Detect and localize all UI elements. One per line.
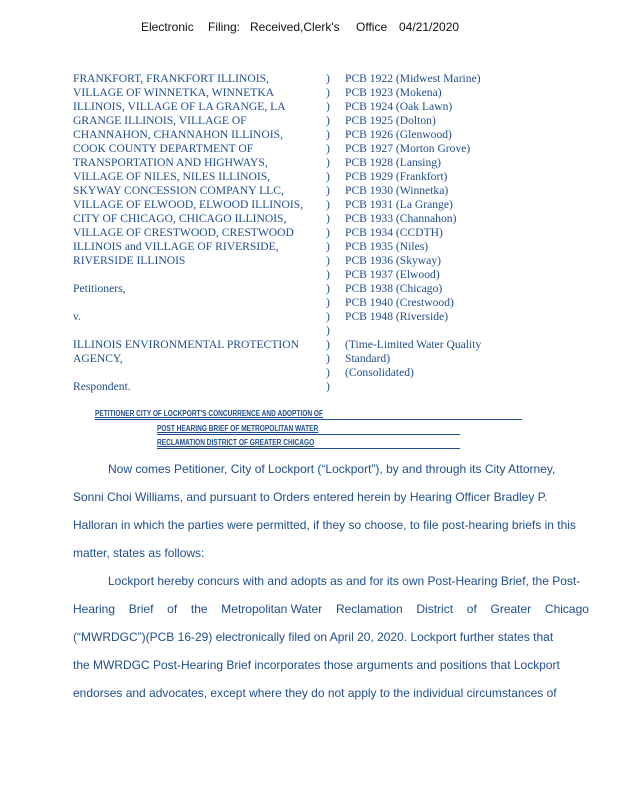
caption-paren: ): [326, 170, 330, 183]
caption-paren: ): [326, 268, 330, 281]
header-date: 04/21/2020: [399, 20, 460, 34]
caption-party-text: VILLAGE OF NILES, NILES ILLINOIS,: [73, 170, 271, 183]
caption-paren: ): [326, 282, 330, 295]
caption-case-number: PCB 1938 (Chicago): [345, 282, 443, 295]
caption-case-number: PCB 1923 (Mokena): [345, 86, 442, 99]
caption-paren: ): [326, 324, 330, 337]
caption-paren: ): [326, 114, 330, 127]
caption-party-text: CITY OF CHICAGO, CHICAGO ILLINOIS,: [73, 212, 287, 225]
caption-paren: ): [326, 296, 330, 309]
caption-case-number: PCB 1929 (Frankfort): [345, 170, 448, 183]
title-line-3: RECLAMATION DISTRICT OF GREATER CHICAGO: [157, 438, 315, 447]
word: of: [466, 602, 477, 616]
caption-paren: ): [326, 184, 330, 197]
word: Brief: [128, 602, 154, 616]
caption-party-text: VILLAGE OF WINNETKA, WINNETKA: [73, 86, 275, 99]
word: the: [190, 602, 208, 616]
word: Greater: [490, 602, 532, 616]
header-electronic: Electronic: [141, 20, 194, 34]
header-filing: Filing:: [208, 20, 241, 34]
title-line-1: PETITIONER CITY OF LOCKPORT'S CONCURRENCE AND ADOPTION OF: [95, 409, 324, 418]
caption-case-number: PCB 1930 (Winnetka): [345, 184, 449, 197]
caption-case-number: PCB 1925 (Dolton): [345, 114, 436, 127]
caption-party-text: Respondent.: [73, 380, 131, 393]
paragraph-1-line: Halloran in which the parties were permitted, if they so choose, to file post-hearing briefs in this: [73, 518, 576, 532]
caption-case-number: (Consolidated): [345, 366, 414, 379]
caption-case-number: PCB 1936 (Skyway): [345, 254, 441, 267]
caption-party-text: ILLINOIS, VILLAGE OF LA GRANGE, LA: [73, 100, 286, 113]
caption-case-number: PCB 1937 (Elwood): [345, 268, 440, 281]
caption-case-number: PCB 1924 (Oak Lawn): [345, 100, 453, 113]
caption-case-number: PCB 1948 (Riverside): [345, 310, 449, 323]
paragraph-2-line: Lockport hereby concurs with and adopts as and for its own Post-Hearing Brief, the Post-: [108, 574, 581, 588]
caption-case-number: (Time-Limited Water Quality: [345, 338, 482, 351]
caption-paren: ): [326, 212, 330, 225]
caption-party-text: VILLAGE OF CRESTWOOD, CRESTWOOD: [73, 226, 294, 239]
caption-paren: ): [326, 198, 330, 211]
caption-party-text: ILLINOIS ENVIRONMENTAL PROTECTION: [73, 338, 299, 351]
word: Metropolitan Water: [221, 602, 323, 616]
paragraph-2-line: endorses and advocates, except where they do not apply to the individual circumstances of: [73, 686, 557, 700]
caption-case-number: PCB 1933 (Channahon): [345, 212, 457, 225]
caption-case-number: PCB 1922 (Midwest Marine): [345, 72, 481, 85]
caption-case-number: Standard): [345, 352, 391, 365]
caption-case-number: PCB 1931 (La Grange): [345, 198, 453, 211]
header-received: Received,Clerk's: [250, 20, 340, 34]
caption-party-text: RIVERSIDE ILLINOIS: [73, 254, 186, 267]
paragraph-2-line: (“MWRDGC”)(PCB 16-29) electronically filed on April 20, 2020. Lockport further states that: [73, 630, 554, 644]
paragraph-2-line: the MWRDGC Post-Hearing Brief incorporates those arguments and positions that Lockport: [73, 658, 560, 672]
caption-paren: ): [326, 366, 330, 379]
title-underline-1: [95, 419, 522, 420]
caption-paren: ): [326, 72, 330, 85]
word: Chicago: [544, 602, 589, 616]
caption-case-number: PCB 1934 (CCDTH): [345, 226, 443, 239]
title-underline-3: [157, 448, 460, 449]
caption-paren: ): [326, 380, 330, 393]
word: Reclamation: [335, 602, 403, 616]
word: Hearing: [73, 602, 116, 616]
caption-party-text: AGENCY,: [73, 352, 123, 365]
caption-party-text: VILLAGE OF ELWOOD, ELWOOD ILLINOIS,: [73, 198, 304, 211]
caption-party-text: SKYWAY CONCESSION COMPANY LLC,: [73, 184, 284, 197]
caption-paren: ): [326, 226, 330, 239]
caption-paren: ): [326, 338, 330, 351]
caption-case-number: PCB 1928 (Lansing): [345, 156, 441, 169]
caption-case-number: PCB 1926 (Glenwood): [345, 128, 452, 141]
caption-party-text: TRANSPORTATION AND HIGHWAYS,: [73, 156, 268, 169]
caption-party-text: ILLINOIS and VILLAGE OF RIVERSIDE,: [73, 240, 279, 253]
caption-paren: ): [326, 100, 330, 113]
caption-paren: ): [326, 352, 330, 365]
caption-party-text: v.: [73, 310, 81, 323]
header-office: Office: [356, 20, 388, 34]
caption-party-text: GRANGE ILLINOIS, VILLAGE OF: [73, 114, 247, 127]
paragraph-1-line: matter, states as follows:: [73, 546, 205, 560]
body-text: [73, 455, 589, 707]
word: District: [416, 602, 454, 616]
caption-paren: ): [326, 128, 330, 141]
caption-paren: ): [326, 310, 330, 323]
caption-case-number: PCB 1927 (Morton Grove): [345, 142, 471, 155]
caption-party-text: COOK COUNTY DEPARTMENT OF: [73, 142, 254, 155]
caption-case-number: PCB 1935 (Niles): [345, 240, 429, 253]
caption-paren: ): [326, 240, 330, 253]
caption-case-number: PCB 1940 (Crestwood): [345, 296, 454, 309]
paragraph-2-justified-line: [73, 595, 589, 623]
paragraph-1-line: Now comes Petitioner, City of Lockport (“Lockport”), by and through its City Attorney,: [108, 462, 556, 476]
caption-party-text: FRANKFORT, FRANKFORT ILLINOIS,: [73, 72, 269, 85]
word: of: [167, 602, 178, 616]
caption-paren: ): [326, 86, 330, 99]
caption-paren: ): [326, 142, 330, 155]
caption-party-text: Petitioners,: [73, 282, 126, 295]
caption-party-text: CHANNAHON, CHANNAHON ILLINOIS,: [73, 128, 283, 141]
paragraph-1-line: Sonni Choi Williams, and pursuant to Orders entered herein by Hearing Officer Bradley P.: [73, 490, 548, 504]
caption-paren: ): [326, 156, 330, 169]
title-underline-2: [157, 434, 460, 435]
caption-paren: ): [326, 254, 330, 267]
title-line-2: POST HEARING BRIEF OF METROPOLITAN WATER: [157, 424, 319, 433]
